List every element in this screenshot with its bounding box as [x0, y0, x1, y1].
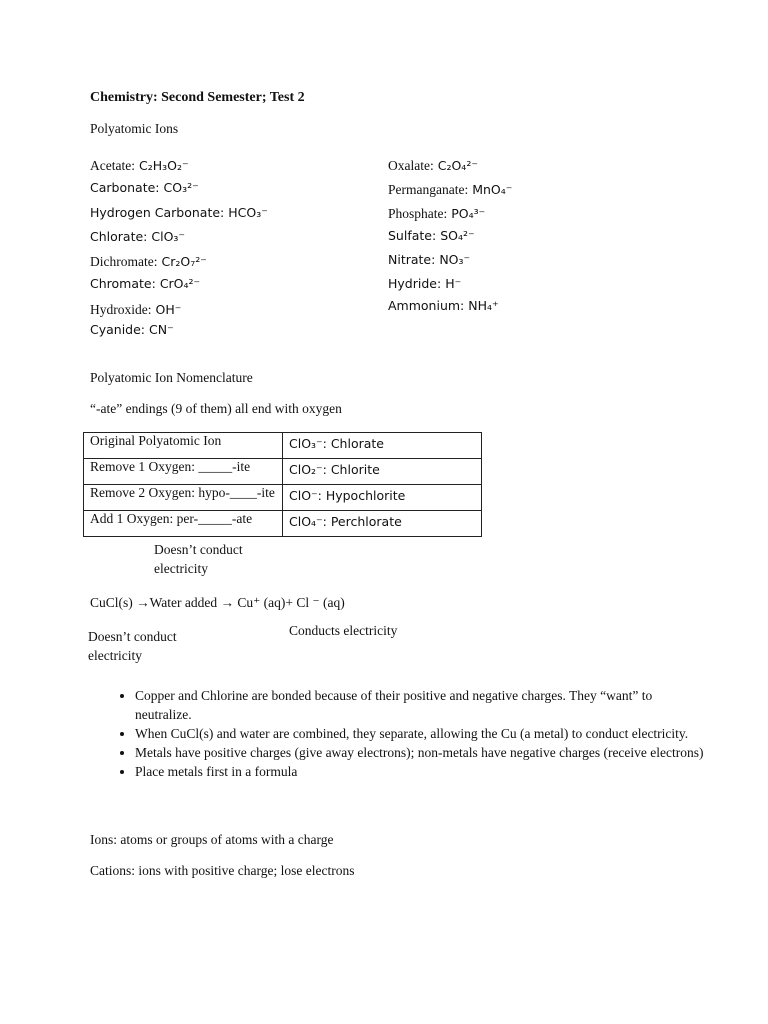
ion-entry	[90, 205, 268, 220]
label-doesnt-conduct-left: Doesn’t conduct electricity	[88, 629, 177, 663]
ion-formula: PO₄³⁻	[451, 206, 486, 221]
table-row	[84, 485, 482, 511]
ion-entry	[388, 276, 461, 291]
table-row	[84, 511, 482, 537]
bullet-list	[108, 687, 705, 782]
table-row	[84, 459, 482, 485]
ion-name: Hydroxide:	[90, 302, 152, 317]
ion-name: Phosphate:	[388, 206, 448, 221]
ion-formula: CN⁻	[149, 322, 174, 337]
ion-entry	[388, 182, 512, 198]
ion-entry	[388, 298, 499, 313]
ion-formula: SO₄²⁻	[440, 228, 475, 243]
ion-entry	[90, 276, 200, 291]
ion-entry	[388, 252, 470, 267]
ion-name: Hydride:	[388, 276, 442, 291]
ion-entry	[90, 302, 181, 318]
page-title: Chemistry: Second Semester; Test 2	[90, 90, 305, 105]
ion-entry	[388, 228, 475, 243]
ion-formula: ClO₃⁻	[151, 229, 186, 244]
dissolution-equation: CuCl(s) →Water added → Cu⁺ (aq)+ Cl ⁻ (aq)	[90, 595, 345, 610]
list-item: • Copper and Chlorine are bonded because of their positive and negative charges. They “want” to neutralize.	[135, 687, 705, 724]
ion-entry	[90, 180, 199, 195]
table-cell: ClO₃⁻: Chlorate	[283, 433, 482, 459]
ate-endings-note: “-ate” endings (9 of them) all end with oxygen	[90, 401, 342, 416]
table-cell: ClO⁻: Hypochlorite	[283, 485, 482, 511]
ion-name: Sulfate:	[388, 228, 437, 243]
section-heading-polyatomic-ions: Polyatomic Ions	[90, 121, 179, 136]
ion-entry	[388, 158, 478, 174]
ion-name: Carbonate:	[90, 180, 160, 195]
ion-name: Chlorate:	[90, 229, 148, 244]
table-cell: Add 1 Oxygen: per-_____-ate	[84, 511, 283, 537]
table-row	[84, 433, 482, 459]
table-cell: ClO₂⁻: Chlorite	[283, 459, 482, 485]
label-conducts-electricity: Conducts electricity	[289, 623, 398, 638]
ion-entry	[90, 158, 189, 174]
table-cell: Original Polyatomic Ion	[84, 433, 283, 459]
cations-definition: Cations: ions with positive charge; lose electrons	[90, 863, 355, 878]
ion-formula: MnO₄⁻	[472, 182, 513, 197]
ion-name: Acetate:	[90, 158, 135, 173]
ion-name: Chromate:	[90, 276, 156, 291]
table-cell: Remove 1 Oxygen: _____-ite	[84, 459, 283, 485]
ion-formula: C₂O₄²⁻	[437, 158, 478, 173]
label-doesnt-conduct-top: Doesn’t conduct electricity	[154, 542, 243, 576]
ion-formula: CrO₄²⁻	[159, 276, 201, 291]
ion-name: Cyanide:	[90, 322, 146, 337]
ions-definition: Ions: atoms or groups of atoms with a charge	[90, 832, 334, 847]
ion-formula: OH⁻	[155, 302, 182, 317]
table-cell: ClO₄⁻: Perchlorate	[283, 511, 482, 537]
ion-entry	[90, 229, 185, 244]
ion-formula: NO₃⁻	[439, 252, 471, 267]
list-item: • When CuCl(s) and water are combined, they separate, allowing the Cu (a metal) to conduct electricity.	[135, 725, 705, 744]
ion-name: Nitrate:	[388, 252, 436, 267]
ion-formula: NH₄⁺	[468, 298, 499, 313]
ion-name: Dichromate:	[90, 254, 158, 269]
ion-name: Permanganate:	[388, 182, 469, 197]
ion-name: Oxalate:	[388, 158, 434, 173]
ion-name: Hydrogen Carbonate:	[90, 205, 225, 220]
ion-name: Ammonium:	[388, 298, 465, 313]
table-cell: Remove 2 Oxygen: hypo-____-ite	[84, 485, 283, 511]
section-heading-nomenclature: Polyatomic Ion Nomenclature	[90, 370, 253, 385]
ion-formula: HCO₃⁻	[228, 205, 268, 220]
ion-formula: Cr₂O₇²⁻	[161, 254, 207, 269]
ion-formula: CO₃²⁻	[163, 180, 199, 195]
ion-entry	[388, 206, 485, 222]
ion-entry	[90, 254, 207, 270]
list-item: • Place metals first in a formula	[135, 763, 705, 782]
nomenclature-table	[83, 432, 482, 537]
list-item: • Metals have positive charges (give away electrons); non-metals have negative charges (receive electrons)	[135, 744, 705, 763]
ion-formula: C₂H₃O₂⁻	[138, 158, 189, 173]
ion-entry	[90, 322, 174, 337]
ion-formula: H⁻	[445, 276, 462, 291]
